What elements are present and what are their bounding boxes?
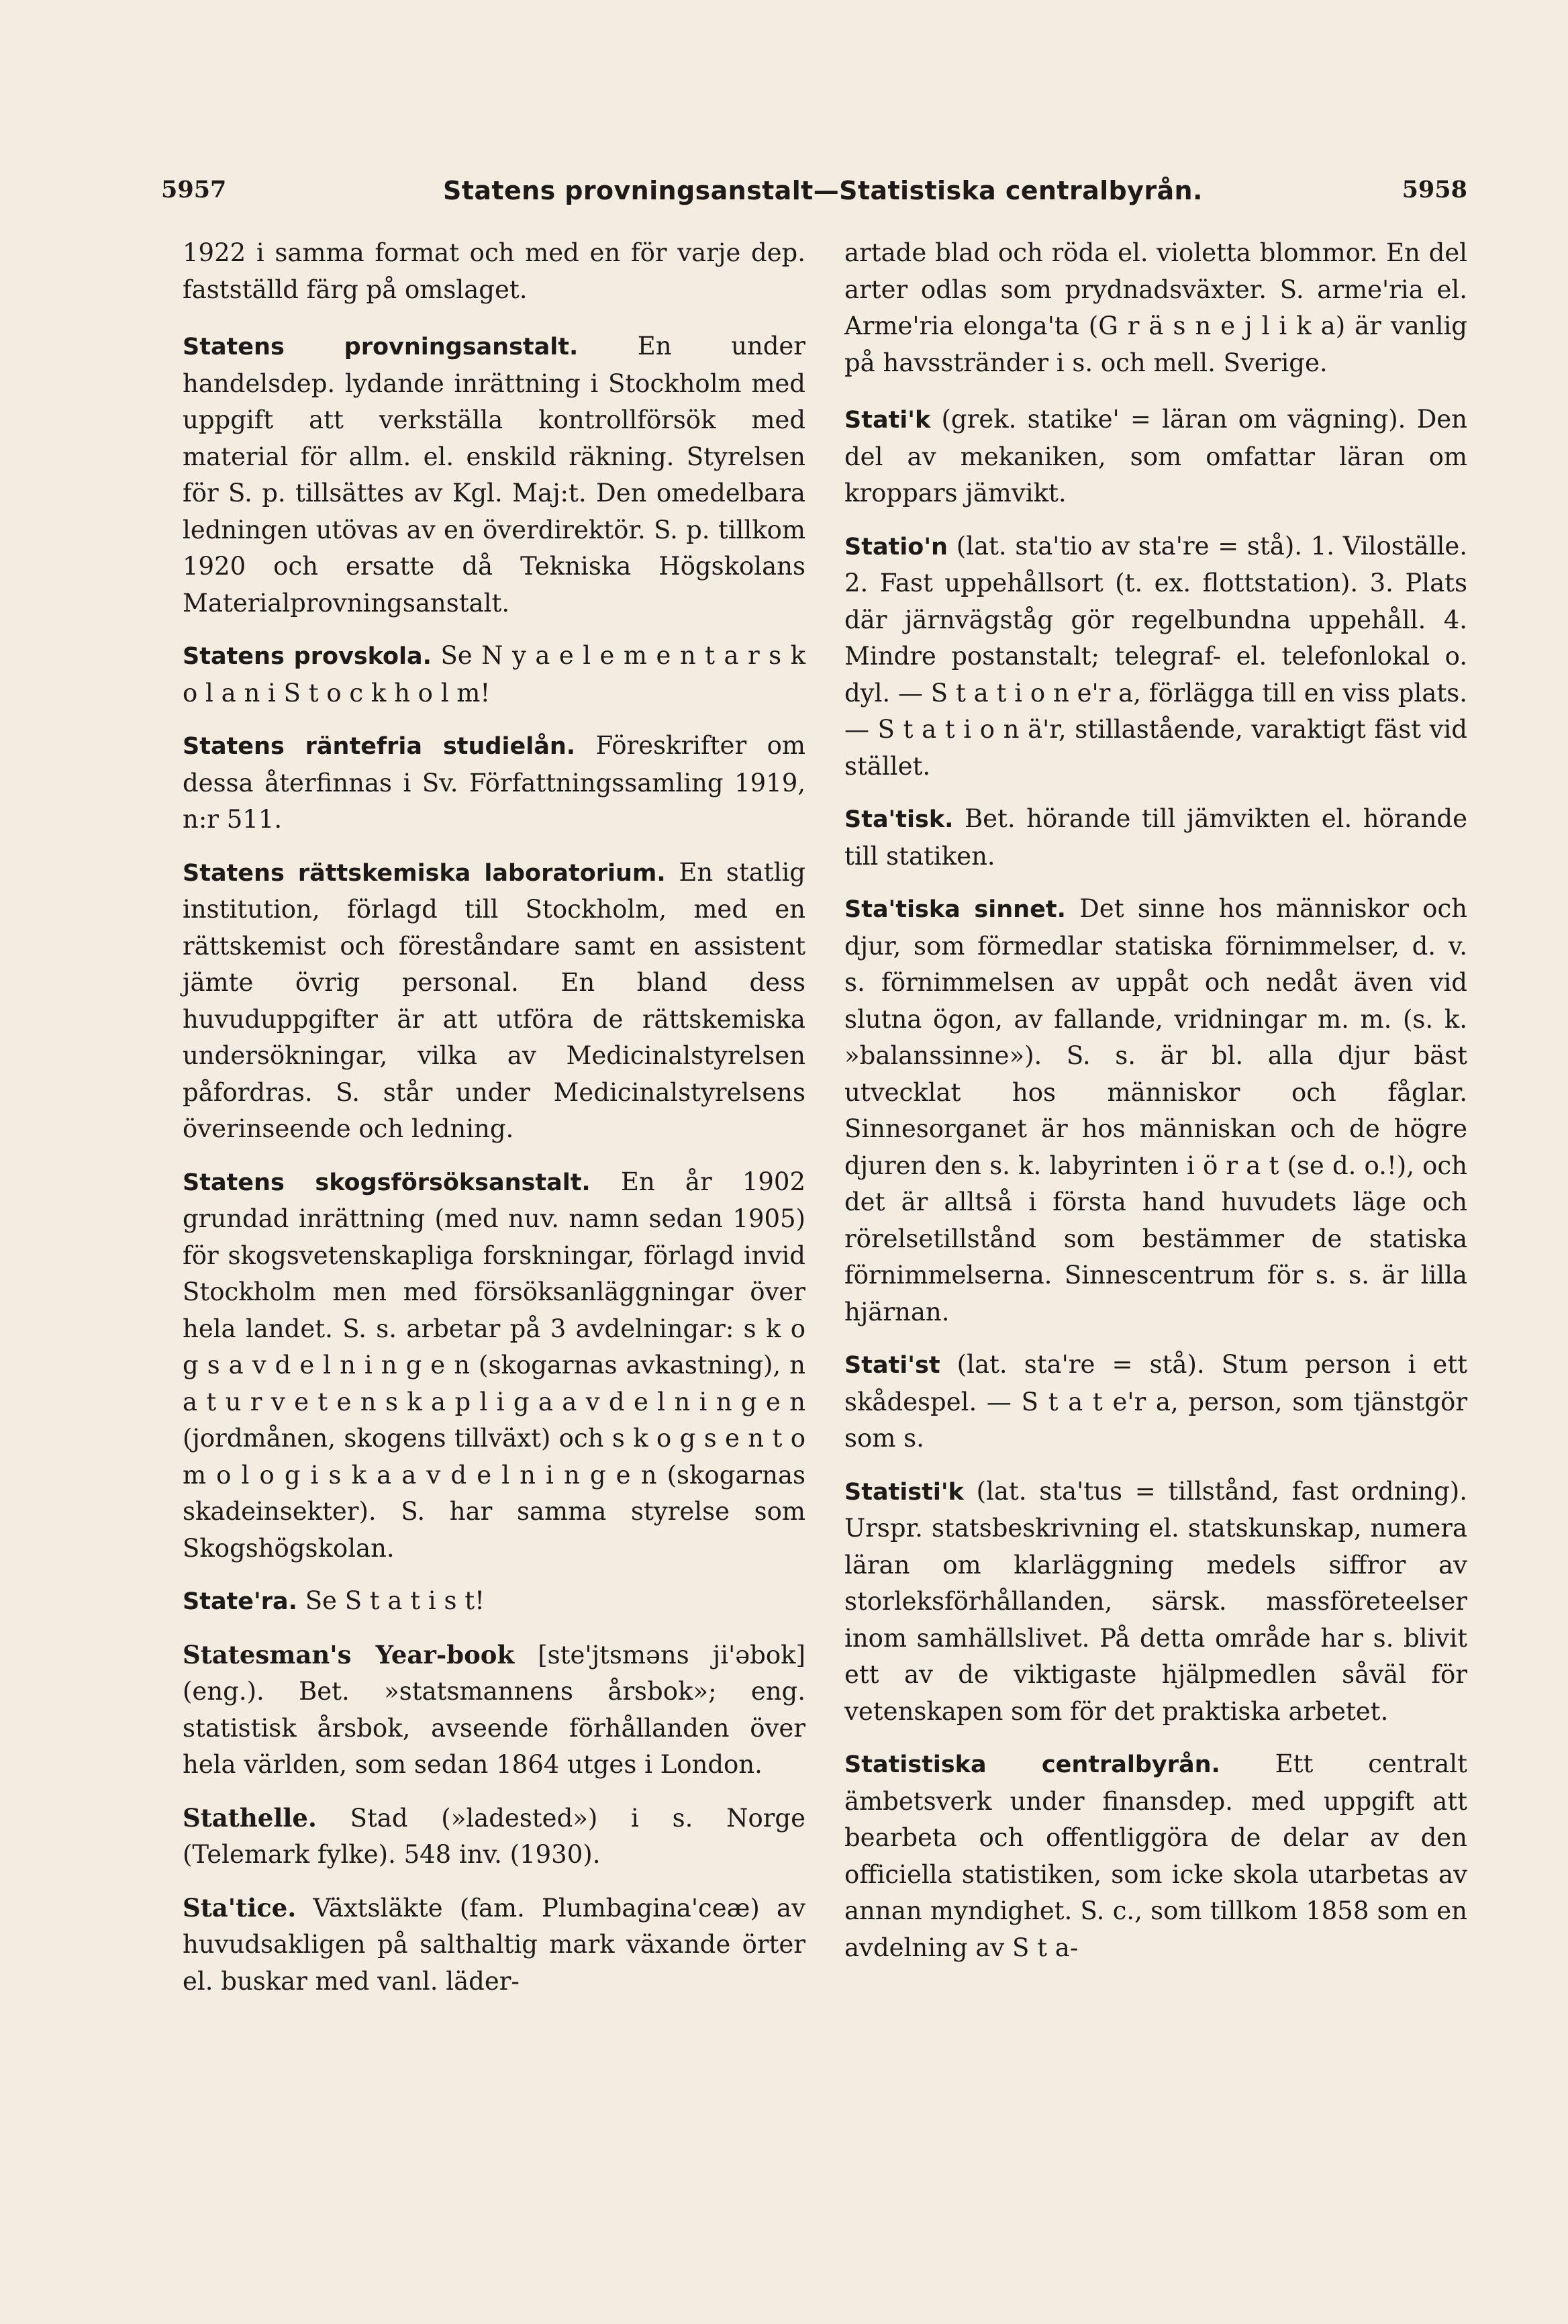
- dictionary-entry: [183, 235, 805, 308]
- entry-headword: Sta'tiska sinnet.: [844, 896, 1066, 923]
- entry-headword: Stati'k: [844, 407, 931, 434]
- right-column: [844, 235, 1467, 1982]
- dictionary-entry: [183, 1637, 805, 1784]
- dictionary-entry: [183, 1164, 805, 1567]
- entry-text: (lat. sta'tio av sta're = stå). 1. Viloställe. 2. Fast uppehållsort (t. ex. flottstation). 3. Plats där järnvägståg gör regelbundna uppehåll. 4. Mindre postanstalt; telegraf- el. telefonlokal o. dyl. — S t a t i o n e'r a, förlägga till en viss plats. — S t a t i o n ä'r, stillastående, varaktigt fäst vid stället.: [844, 531, 1467, 781]
- entry-text: Se S t a t i s t!: [305, 1586, 485, 1615]
- dictionary-entry: [183, 1800, 805, 1874]
- running-title: Statens provningsanstalt—Statistiska centralbyrån.: [443, 176, 1203, 205]
- entry-headword: State'ra.: [183, 1588, 297, 1615]
- dictionary-entry: [844, 1347, 1467, 1457]
- dictionary-entry: [183, 1583, 805, 1620]
- dictionary-entry: [844, 891, 1467, 1330]
- entry-text: Växtsläkte (fam. Plumbagina'ceæ) av huvudsakligen på salthaltig mark växande örter el. buskar med vanl. läder-: [183, 1893, 805, 1996]
- entry-headword: Statisti'k: [844, 1478, 964, 1506]
- left-column: [183, 235, 805, 2016]
- entry-headword: Sta'tice.: [183, 1892, 297, 1923]
- entry-headword: Statens räntefria studielån.: [183, 733, 576, 760]
- entry-text: Bet. hörande till jämvikten el. hörande till statiken.: [844, 804, 1468, 871]
- page-number-right: 5958: [1402, 176, 1467, 203]
- entry-text: (lat. sta'tus = tillstånd, fast ordning). Urspr. statsbeskrivning el. statskunskap, numera läran om klarläggning medels siffror av storleksförhållanden, särsk. massföreteelser inom samhällslivet. På detta område har s. blivit ett av de viktigaste hjälpmedlen såväl för vetenskapen som för det praktiska arbetet.: [844, 1476, 1468, 1726]
- dictionary-entry: [183, 1890, 805, 2000]
- entry-headword: Statesman's Year-book: [183, 1639, 515, 1669]
- dictionary-entry: [844, 401, 1467, 512]
- entry-text: En statlig institution, förlagd till Stockholm, med en rättskemist och föreståndare samt en assistent jämte övrig personal. En bland dess huvuduppgifter är att utföra de rättskemiska undersökningar, vilka av Medicinalstyrelsen påfordras. S. står under Medicinalstyrelsens överinseende och ledning.: [183, 857, 805, 1143]
- entry-headword: Statens provningsanstalt.: [183, 334, 579, 360]
- dictionary-entry: [844, 1473, 1467, 1731]
- entry-text: Det sinne hos människor och djur, som förmedlar statiska förnimmelser, d. v. s. förnimmelsen av uppåt och nedåt även vid slutna ögon, av fallande, vridningar m. m. (s. k. »balanssinne»). S. s. är bl. alla djur bäst utvecklat hos människor och fåglar. Sinnesorganet är hos människan och de högre djuren den s. k. labyrinten i ö r a t (se d. o.!), och det är alltså i första hand huvudets läge och rörelsetillstånd som bestämmer de statiska förnimmelserna. Sinnescentrum för s. s. är lilla hjärnan.: [844, 894, 1467, 1326]
- dictionary-entry: [183, 855, 805, 1148]
- dictionary-entry: [844, 1746, 1467, 1966]
- entry-text: Stad (»ladested») i s. Norge (Telemark fylke). 548 inv. (1930).: [183, 1803, 805, 1869]
- dictionary-entry: [844, 235, 1467, 381]
- entry-text: artade blad och röda el. violetta blommor. En del arter odlas som prydnadsväxter. S. arme'ria el. Arme'ria elonga'ta (G r ä s n e j l i k a) är vanlig på havsstränder i s. och mell. Sverige.: [844, 238, 1467, 377]
- entry-headword: Statistiska centralbyrån.: [844, 1751, 1220, 1778]
- entry-text: Se N y a e l e m e n t a r s k o l a n i S t o c k h o l m!: [183, 641, 805, 708]
- dictionary-entry: [844, 528, 1467, 785]
- entry-text: En under handelsdep. lydande inrättning i Stockholm med uppgift att verkställa kontrollförsök med material för allm. el. enskild räkning. Styrelsen för S. p. tillsättes av Kgl. Maj:t. Den omedelbara ledningen utövas av en överdirektör. S. p. tillkom 1920 och ersatte då Tekniska Högskolans Materialprovningsanstalt.: [183, 332, 805, 618]
- entry-headword: Statio'n: [844, 533, 948, 561]
- dictionary-entry: [183, 328, 805, 622]
- entry-headword: Statens rättskemiska laboratorium.: [183, 859, 666, 887]
- entry-text: En år 1902 grundad inrättning (med nuv. namn sedan 1905) för skogsvetenskapliga forskningar, förlagd invid Stockholm men med försöksanläggningar över hela landet. S. s. arbetar på 3 avdelningar: s k o g s a v d e l n i n g e n (skogarnas avkastning), n a t u r v e t e n s k a p l i g a a v d e l n i n g e n (jordmånen, skogens tillväxt) och s k o g s e n t o m o l o g i s k a a v d e l n i n g e n (skogarnas skadeinsekter). S. har samma styrelse som Skogshögskolan.: [183, 1167, 805, 1563]
- entry-text: (lat. sta're = stå). Stum person i ett skådespel. — S t a t e'r a, person, som tjänstgör som s.: [844, 1350, 1467, 1453]
- dictionary-entry: [844, 801, 1467, 875]
- entry-headword: Stathelle.: [183, 1802, 317, 1833]
- entry-text: (grek. statike' = läran om vägning). Den del av mekaniken, som omfattar läran om kroppars jämvikt.: [844, 405, 1467, 507]
- entry-headword: Sta'tisk.: [844, 806, 954, 833]
- dictionary-entry: [183, 728, 805, 838]
- dictionary-entry: [183, 638, 805, 712]
- page-number-left: 5957: [161, 176, 227, 203]
- entry-headword: Stati'st: [844, 1352, 940, 1379]
- entry-text: 1922 i samma format och med en för varje dep. fastställd färg på omslaget.: [183, 238, 805, 304]
- entry-headword: Statens skogsförsöksanstalt.: [183, 1169, 591, 1196]
- entry-text: [ste'jtsməns ji'əbok] (eng.). Bet. »statsmannens årsbok»; eng. statistisk årsbok, avseende förhållanden över hela världen, som sedan 1864 utges i London.: [183, 1640, 805, 1779]
- page-header: [161, 176, 1467, 216]
- entry-text: Ett centralt ämbetsverk under finansdep. med uppgift att bearbeta och offentliggöra de delar av den officiella statistiken, som icke skola utarbetas av annan myndighet. S. c., som tillkom 1858 som en avdelning av S t a-: [844, 1749, 1468, 1962]
- entry-text: Föreskrifter om dessa återfinnas i Sv. Författningssamling 1919, n:r 511.: [183, 731, 805, 834]
- entry-headword: Statens provskola.: [183, 643, 432, 670]
